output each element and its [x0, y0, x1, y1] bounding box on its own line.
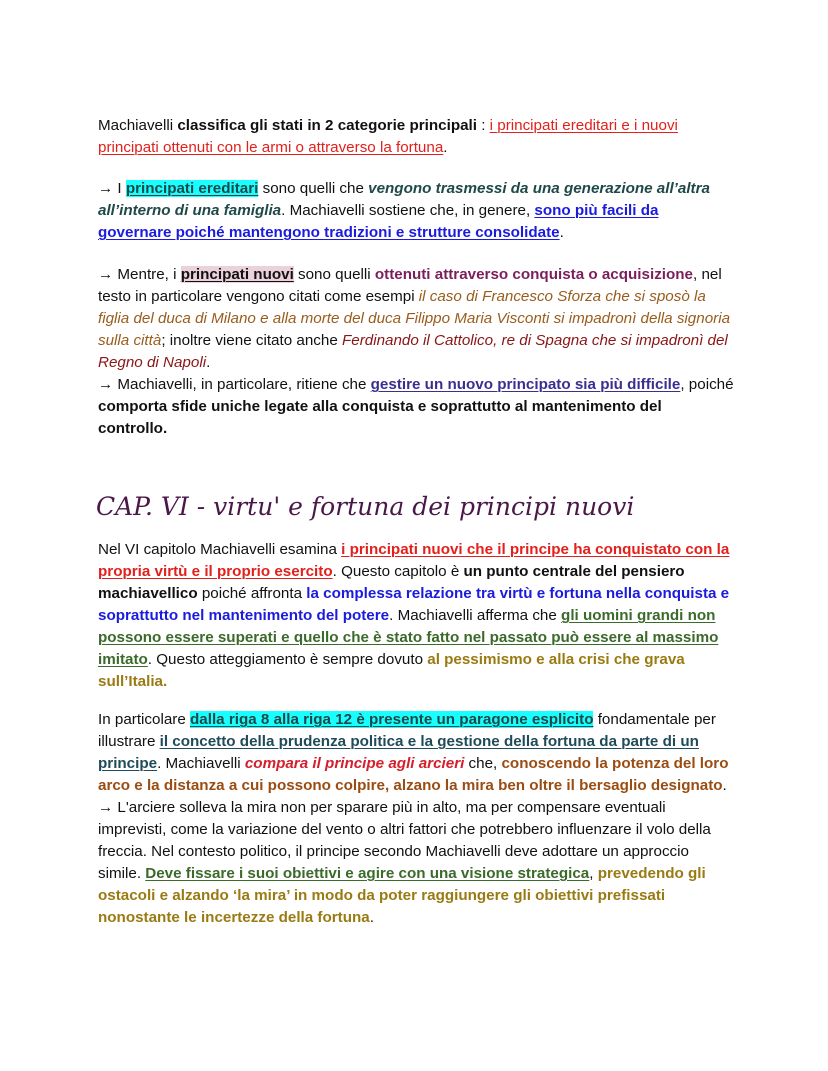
text-segment: comporta sfide uniche legate alla conquista e soprattutto al mantenimento del controllo. — [98, 398, 662, 437]
text-segment: → I — [98, 180, 126, 197]
chapter-heading: CAP. VI - virtu' e fortuna dei principi nuovi — [96, 492, 635, 521]
text-segment: , — [589, 865, 598, 882]
text-segment: → Mentre, i — [98, 266, 181, 283]
text-segment: . Machiavelli afferma che — [389, 607, 562, 624]
paragraph-arcieri-comparison — [98, 709, 734, 929]
text-segment: . Questo capitolo è — [332, 563, 464, 580]
text-segment: ; inoltre viene citato anche — [161, 332, 342, 349]
text-segment: Nel VI capitolo Machiavelli esamina — [98, 541, 342, 558]
text-segment: al pessimismo e alla crisi che grava sull’Italia. — [98, 651, 685, 690]
text-segment: un punto centrale del pensiero machiavellico — [98, 563, 685, 602]
text-segment: . — [206, 354, 211, 371]
text-segment: . — [443, 139, 448, 156]
text-segment: . — [722, 777, 727, 794]
text-segment: fondamentale per illustrare — [98, 711, 716, 750]
highlighted-text: sono più facili da governare poiché mantengono tradizioni e strutture consolidate — [98, 202, 659, 241]
paragraph-intro-classification — [98, 115, 734, 159]
text-segment: ottenuti attraverso conquista o acquisizione — [374, 266, 694, 283]
text-segment: compara il principe agli arcieri — [244, 755, 465, 772]
highlighted-text: i principati ereditari e i nuovi principati ottenuti con le armi o attraverso la fortuna — [98, 117, 678, 156]
text-segment: → L'arciere solleva la mira non per sparare più in alto, ma per compensare eventuali imprevisti, come la variazione del vento o altri fattori che potrebbero influenzare il volo della freccia. Nel contesto politico, il principe secondo Machiavelli deve adottare un approccio simile. — [98, 799, 711, 882]
paragraph-principati-ereditari — [98, 178, 734, 244]
highlighted-text: Deve fissare i suoi obiettivi e agire con una visione strategica — [145, 865, 590, 882]
highlighted-text: principati ereditari — [125, 180, 259, 197]
text-segment: poiché affronta — [197, 585, 307, 602]
text-segment: la complessa relazione tra virtù e fortuna nella conquista e soprattutto nel mantenimento del potere — [98, 585, 730, 624]
text-segment: . Machiavelli — [157, 755, 245, 772]
text-segment: conoscendo la potenza del loro arco e la distanza a cui possono colpire, alzano la mira ben oltre il bersaglio designato — [98, 755, 729, 794]
text-segment: . — [559, 224, 564, 241]
text-segment: vengono trasmessi da una generazione all’altra all’interno di una famiglia — [98, 180, 710, 219]
text-segment: → Machiavelli, in particolare, ritiene che — [98, 376, 371, 393]
text-segment: , poiché — [680, 376, 734, 393]
highlighted-text: gli uomini grandi non possono essere superati e quello che è stato fatto nel passato può essere al massimo imitato — [98, 607, 719, 668]
paragraph-principati-nuovi — [98, 264, 734, 440]
text-segment: In particolare — [98, 711, 191, 728]
text-segment: sono quelli che — [258, 180, 369, 197]
highlighted-text: dalla riga 8 alla riga 12 è presente un paragone esplicito — [190, 711, 594, 728]
text-segment: Ferdinando il Cattolico, re di Spagna che si impadronì del Regno di Napoli — [98, 332, 728, 371]
text-segment: . Questo atteggiamento è sempre dovuto — [147, 651, 428, 668]
text-segment: sono quelli — [293, 266, 375, 283]
text-segment: . Machiavelli sostiene che, in genere, — [281, 202, 535, 219]
text-segment: classifica gli stati in 2 categorie principali — [177, 117, 477, 134]
text-segment: il caso di Francesco Sforza che si sposò la figlia del duca di Milano e alla morte del duca Filippo Maria Visconti si impadronì della signoria sulla città — [98, 288, 731, 349]
text-segment: prevedendo gli ostacoli e alzando ‘la mira’ in modo da poter raggiungere gli obiettivi prefissati nonostante le incertezze della fortuna — [98, 865, 706, 926]
text-segment: . — [369, 909, 374, 926]
text-segment: Machiavelli — [98, 117, 178, 134]
highlighted-text: principati nuovi — [180, 266, 294, 283]
text-segment: che, — [464, 755, 502, 772]
text-segment: : — [477, 117, 490, 134]
highlighted-text: il concetto della prudenza politica e la gestione della fortuna da parte di un principe — [98, 733, 699, 772]
highlighted-text: gestire un nuovo principato sia più difficile — [370, 376, 681, 393]
paragraph-cap-vi-intro — [98, 539, 734, 693]
text-segment: , nel testo in particolare vengono citati come esempi — [98, 266, 722, 305]
highlighted-text: i principati nuovi che il principe ha conquistato con la propria virtù e il proprio esercito — [98, 541, 730, 580]
